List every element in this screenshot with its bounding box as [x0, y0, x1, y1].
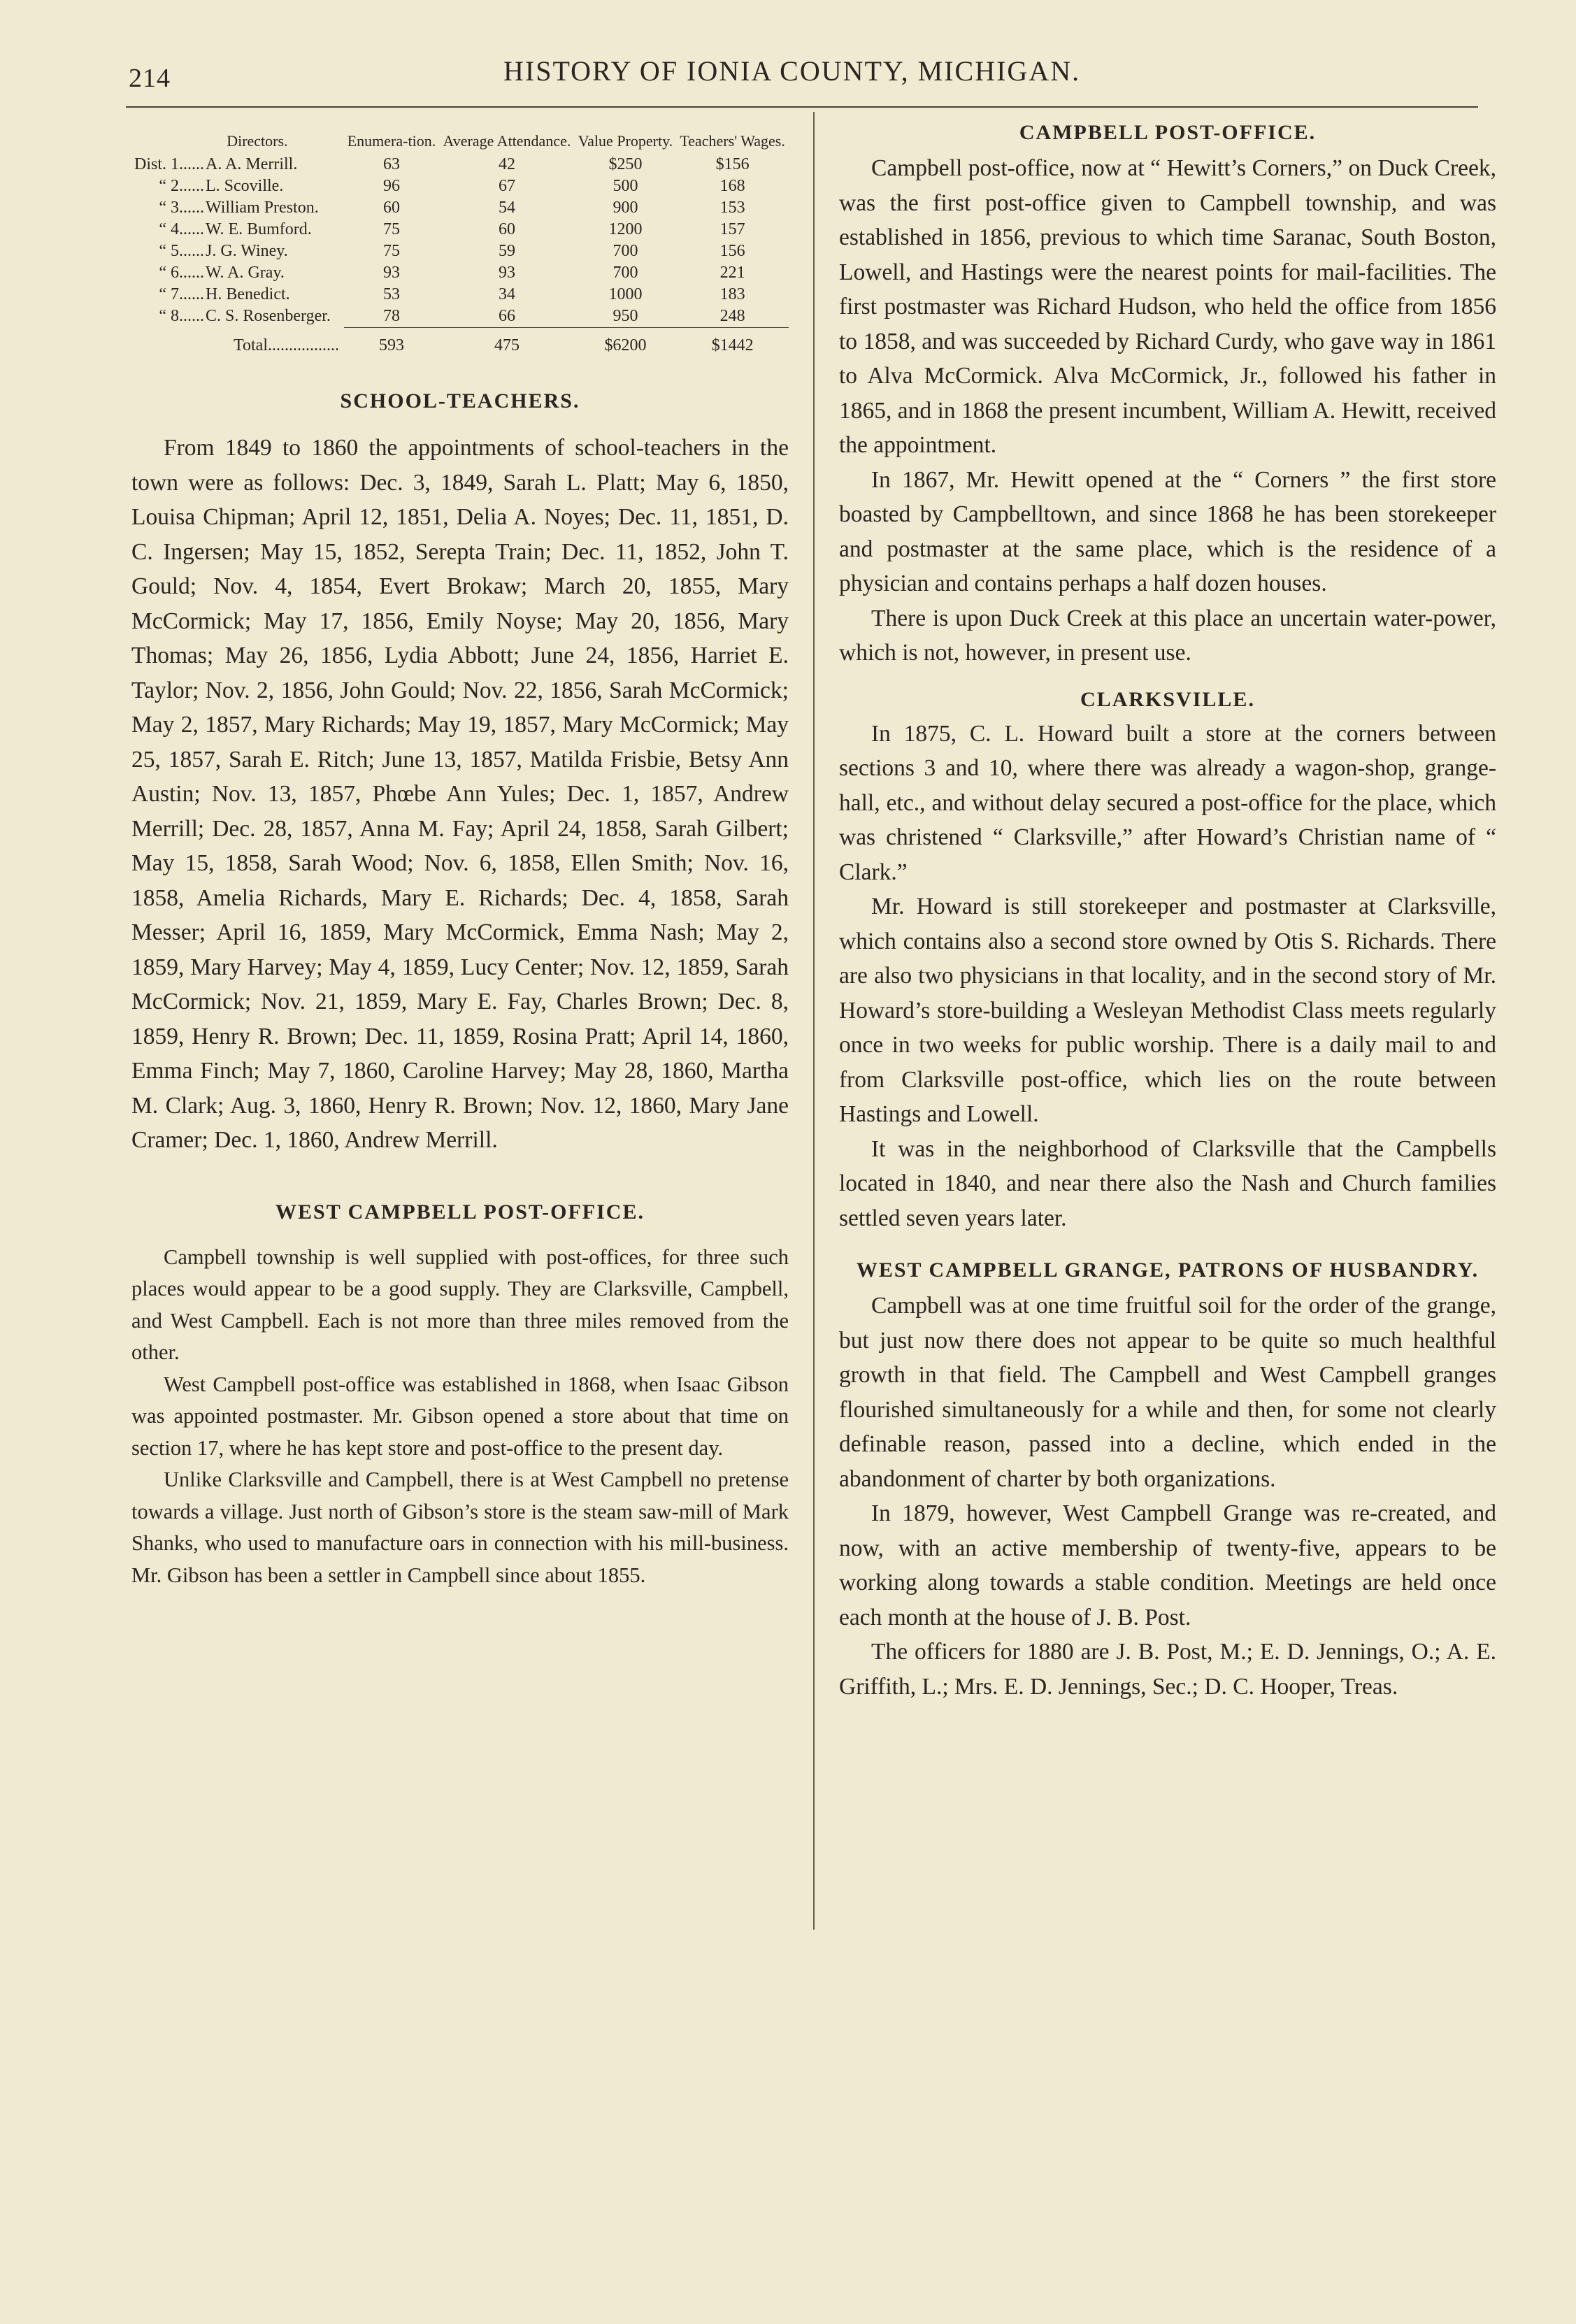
value-cell: 1000: [608, 285, 643, 303]
value-cell: 700: [613, 242, 638, 260]
table-row: [131, 175, 789, 197]
campbell-po-paragraph: In 1867, Mr. Hewitt opened at the “ Corners ” the first store boasted by Campbelltown, and since 1868 he has been storekeeper and postmaster at the same place, which is the residence of a physician and contains perhaps a half dozen houses.: [839, 466, 1496, 596]
wages-cell: 248: [719, 307, 745, 325]
column-header-enumeration: Enumera-tion.: [347, 132, 436, 150]
left-column: [131, 112, 789, 1591]
grange-heading: WEST CAMPBELL GRANGE, PATRONS OF HUSBANDRY.: [856, 1258, 1480, 1282]
enumeration-cell: 93: [382, 264, 400, 282]
clarksville-paragraph: It was in the neighborhood of Clarksville that the Campbells located in 1840, and near there also the Nash and Church families settled seven years later.: [839, 1135, 1496, 1231]
clarksville-paragraph: In 1875, C. L. Howard built a store at the corners between sections 3 and 10, where there was already a wagon-shop, grange-hall, etc., and without delay secured a post-office for the place, which was christened “ Clarksville,” after Howard’s Christian name of “ Clark.”: [839, 720, 1496, 885]
enumeration-cell: 60: [382, 199, 400, 217]
column-divider: [813, 112, 815, 1930]
dist-cell: “ 5......: [159, 242, 205, 260]
total-enumeration: 593: [378, 336, 404, 354]
attendance-cell: 59: [498, 242, 515, 260]
attendance-cell: 42: [498, 155, 515, 173]
table-row: [131, 197, 789, 219]
director-name: C. S. Rosenberger.: [206, 307, 331, 326]
enumeration-cell: 75: [382, 220, 400, 238]
dist-cell: “ 3......: [159, 199, 205, 217]
director-name: W. A. Gray.: [206, 264, 285, 282]
value-cell: 950: [613, 307, 638, 325]
enumeration-cell: 63: [382, 155, 400, 173]
right-column: [839, 119, 1496, 1704]
wages-cell: 183: [719, 285, 745, 303]
wages-cell: 157: [719, 220, 745, 238]
column-header-value: Value Property.: [578, 132, 673, 150]
table-row: [131, 262, 789, 284]
table-row: [131, 219, 789, 241]
value-cell: 500: [613, 177, 638, 195]
attendance-cell: 60: [498, 220, 515, 238]
enumeration-cell: 96: [382, 177, 400, 195]
director-name: J. G. Winey.: [206, 242, 288, 260]
table-row: [131, 241, 789, 262]
dist-cell: “ 2......: [159, 177, 205, 195]
school-teachers-heading: SCHOOL-TEACHERS.: [340, 389, 580, 413]
total-row: [131, 328, 789, 357]
page-number: 214: [129, 64, 171, 93]
director-name: W. E. Bumford.: [206, 220, 312, 238]
director-name: A. A. Merrill.: [206, 155, 298, 173]
director-name: H. Benedict.: [206, 285, 290, 303]
attendance-cell: 34: [498, 285, 515, 303]
campbell-po-paragraph: There is upon Duck Creek at this place an uncertain water-power, which is not, however, in present use.: [839, 605, 1496, 666]
table-header-row: [131, 133, 789, 154]
wages-cell: 153: [719, 199, 745, 217]
director-name: L. Scoville.: [206, 177, 284, 195]
column-header-attendance: Average Attendance.: [443, 132, 571, 150]
campbell-po-paragraph: Campbell post-office, now at “ Hewitt’s Corners,” on Duck Creek, was the first post-office given to Campbell township, and was established in 1856, previous to which time Saranac, South Boston, Lowell, and Hastings were the nearest points for mail-facilities. The first postmaster was Richard Hudson, who held the office from 1856 to 1858, and was succeeded by Richard Curdy, who gave way in 1861 to Alva McCormick. Alva McCormick, Jr., followed his father in 1865, and in 1868 the present incumbent, William A. Hewitt, received the appointment.: [839, 155, 1496, 458]
wages-cell: 221: [719, 264, 745, 282]
clarksville-paragraph: Mr. Howard is still storekeeper and postmaster at Clarksville, which contains also a second store owned by Otis S. Richards. There are also two physicians in that locality, and in the second story of Mr. Howard’s store-building a Wesleyan Methodist Class meets regularly once in two weeks for public worship. There is a daily mail to and from Clarksville post-office, which lies on the route between Hastings and Lowell.: [839, 894, 1496, 1127]
enumeration-cell: 75: [382, 242, 400, 260]
west-campbell-po-heading: WEST CAMPBELL POST-OFFICE.: [275, 1200, 645, 1224]
column-header-wages: Teachers' Wages.: [680, 132, 785, 150]
total-attendance: 475: [494, 336, 520, 354]
grange-paragraph: The officers for 1880 are J. B. Post, M.; E. D. Jennings, O.; A. E. Griffith, L.; Mrs. E. D. Jennings, Sec.; D. C. Hooper, Treas.: [839, 1639, 1496, 1700]
attendance-cell: 67: [498, 177, 515, 195]
enumeration-cell: 78: [382, 307, 400, 325]
enumeration-cell: 53: [382, 285, 400, 303]
dist-cell: “ 4......: [159, 220, 205, 238]
value-cell: 900: [613, 199, 638, 217]
dist-cell: “ 8......: [159, 307, 205, 326]
school-teachers-paragraph: From 1849 to 1860 the appointments of school-teachers in the town were as follows: Dec. 3, 1849, Sarah L. Platt; May 6, 1850, Louisa Chipman; April 12, 1851, Delia A. Noyes; Dec. 11, 1851, D. C. Ingersen; May 15, 1852, Serepta Train; Dec. 11, 1852, John T. Gould; Nov. 4, 1854, Evert Brokaw; March 20, 1855, Mary McCormick; May 17, 1856, Emily Noyse; May 20, 1856, Mary Thomas; May 26, 1856, Lydia Abbott; June 24, 1856, Harriet E. Taylor; Nov. 2, 1856, John Gould; Nov. 22, 1856, Sarah McCormick; May 2, 1857, Mary Richards; May 19, 1857, Mary McCormick; May 25, 1857, Sarah E. Ritch; June 13, 1857, Matilda Frisbie, Betsy Ann Austin; Nov. 13, 1857, Phœbe Ann Yules; Dec. 1, 1857, Andrew Merrill; Dec. 28, 1857, Anna M. Fay; April 24, 1858, Sarah Gilbert; May 15, 1858, Sarah Wood; Nov. 6, 1858, Ellen Smith; Nov. 16, 1858, Amelia Richards, Mary E. Richards; Dec. 4, 1858, Sarah Messer; April 16, 1859, Mary McCormick, Emma Nash; May 2, 1859, Mary Harvey; May 4, 1859, Lucy Center; Nov. 12, 1859, Sarah McCormick; Nov. 21, 1859, Mary E. Fay, Charles Brown; Dec. 8, 1859, Henry R. Brown; Dec. 11, 1859, Rosina Pratt; April 14, 1860, Emma Finch; May 7, 1860, Caroline Harvey; May 28, 1860, Martha M. Clark; Aug. 3, 1860, Henry R. Brown; Nov. 12, 1860, Mary Jane Cramer; Dec. 1, 1860, Andrew Merrill.: [131, 435, 789, 1153]
west-campbell-po-paragraph: Unlike Clarksville and Campbell, there is at West Campbell no pretense towards a village. Just north of Gibson’s store is the steam saw-mill of Mark Shanks, who used to manufacture oars in connection with his mill-business. Mr. Gibson has been a settler in Campbell since about 1855.: [131, 1468, 789, 1587]
total-wages: $1442: [711, 336, 754, 354]
director-name: William Preston.: [206, 199, 319, 217]
table-row: [131, 284, 789, 306]
attendance-cell: 54: [498, 199, 515, 217]
wages-cell: $156: [715, 155, 750, 173]
campbell-po-heading: CAMPBELL POST-OFFICE.: [1019, 121, 1317, 144]
wages-cell: 156: [719, 242, 745, 260]
column-header-directors: Directors.: [227, 132, 288, 150]
wages-cell: 168: [719, 177, 745, 195]
attendance-cell: 93: [498, 264, 515, 282]
grange-paragraph: In 1879, however, West Campbell Grange was re-created, and now, with an active membership of twenty-five, appears to be working along towards a stable condition. Meetings are held once each month at the house of J. B. Post.: [839, 1500, 1496, 1630]
clarksville-heading: CLARKSVILLE.: [1080, 687, 1255, 711]
directors-table: [131, 133, 789, 357]
value-cell: 700: [613, 264, 638, 282]
west-campbell-po-paragraph: Campbell township is well supplied with post-offices, for three such places would appear to be a good supply. They are Clarksville, Campbell, and West Campbell. Each is not more than three miles removed from the other.: [131, 1245, 789, 1364]
west-campbell-po-paragraph: West Campbell post-office was established in 1868, when Isaac Gibson was appointed postmaster. Mr. Gibson opened a store about that time on section 17, where he has kept store and post-office to the present day.: [131, 1372, 789, 1460]
running-title: HISTORY OF IONIA COUNTY, MICHIGAN.: [503, 55, 1081, 87]
value-cell: 1200: [608, 220, 643, 238]
dist-cell: Dist. 1......: [134, 155, 205, 173]
grange-paragraph: Campbell was at one time fruitful soil for the order of the grange, but just now there does not appear to be quite so much healthful growth in that field. The Campbell and West Campbell granges flourished simultaneously for a while and then, for some not clearly definable reason, passed into a decline, which ended in the abandonment of charter by both organizations.: [839, 1293, 1496, 1492]
header-rule: [126, 106, 1478, 108]
total-value: $6200: [604, 336, 647, 354]
table-row: [131, 154, 789, 175]
attendance-cell: 66: [498, 307, 515, 325]
value-cell: $250: [608, 155, 643, 173]
dist-cell: “ 7......: [159, 285, 205, 303]
dist-cell: “ 6......: [159, 264, 205, 282]
table-row: [131, 306, 789, 328]
total-label: Total.................: [234, 336, 339, 354]
